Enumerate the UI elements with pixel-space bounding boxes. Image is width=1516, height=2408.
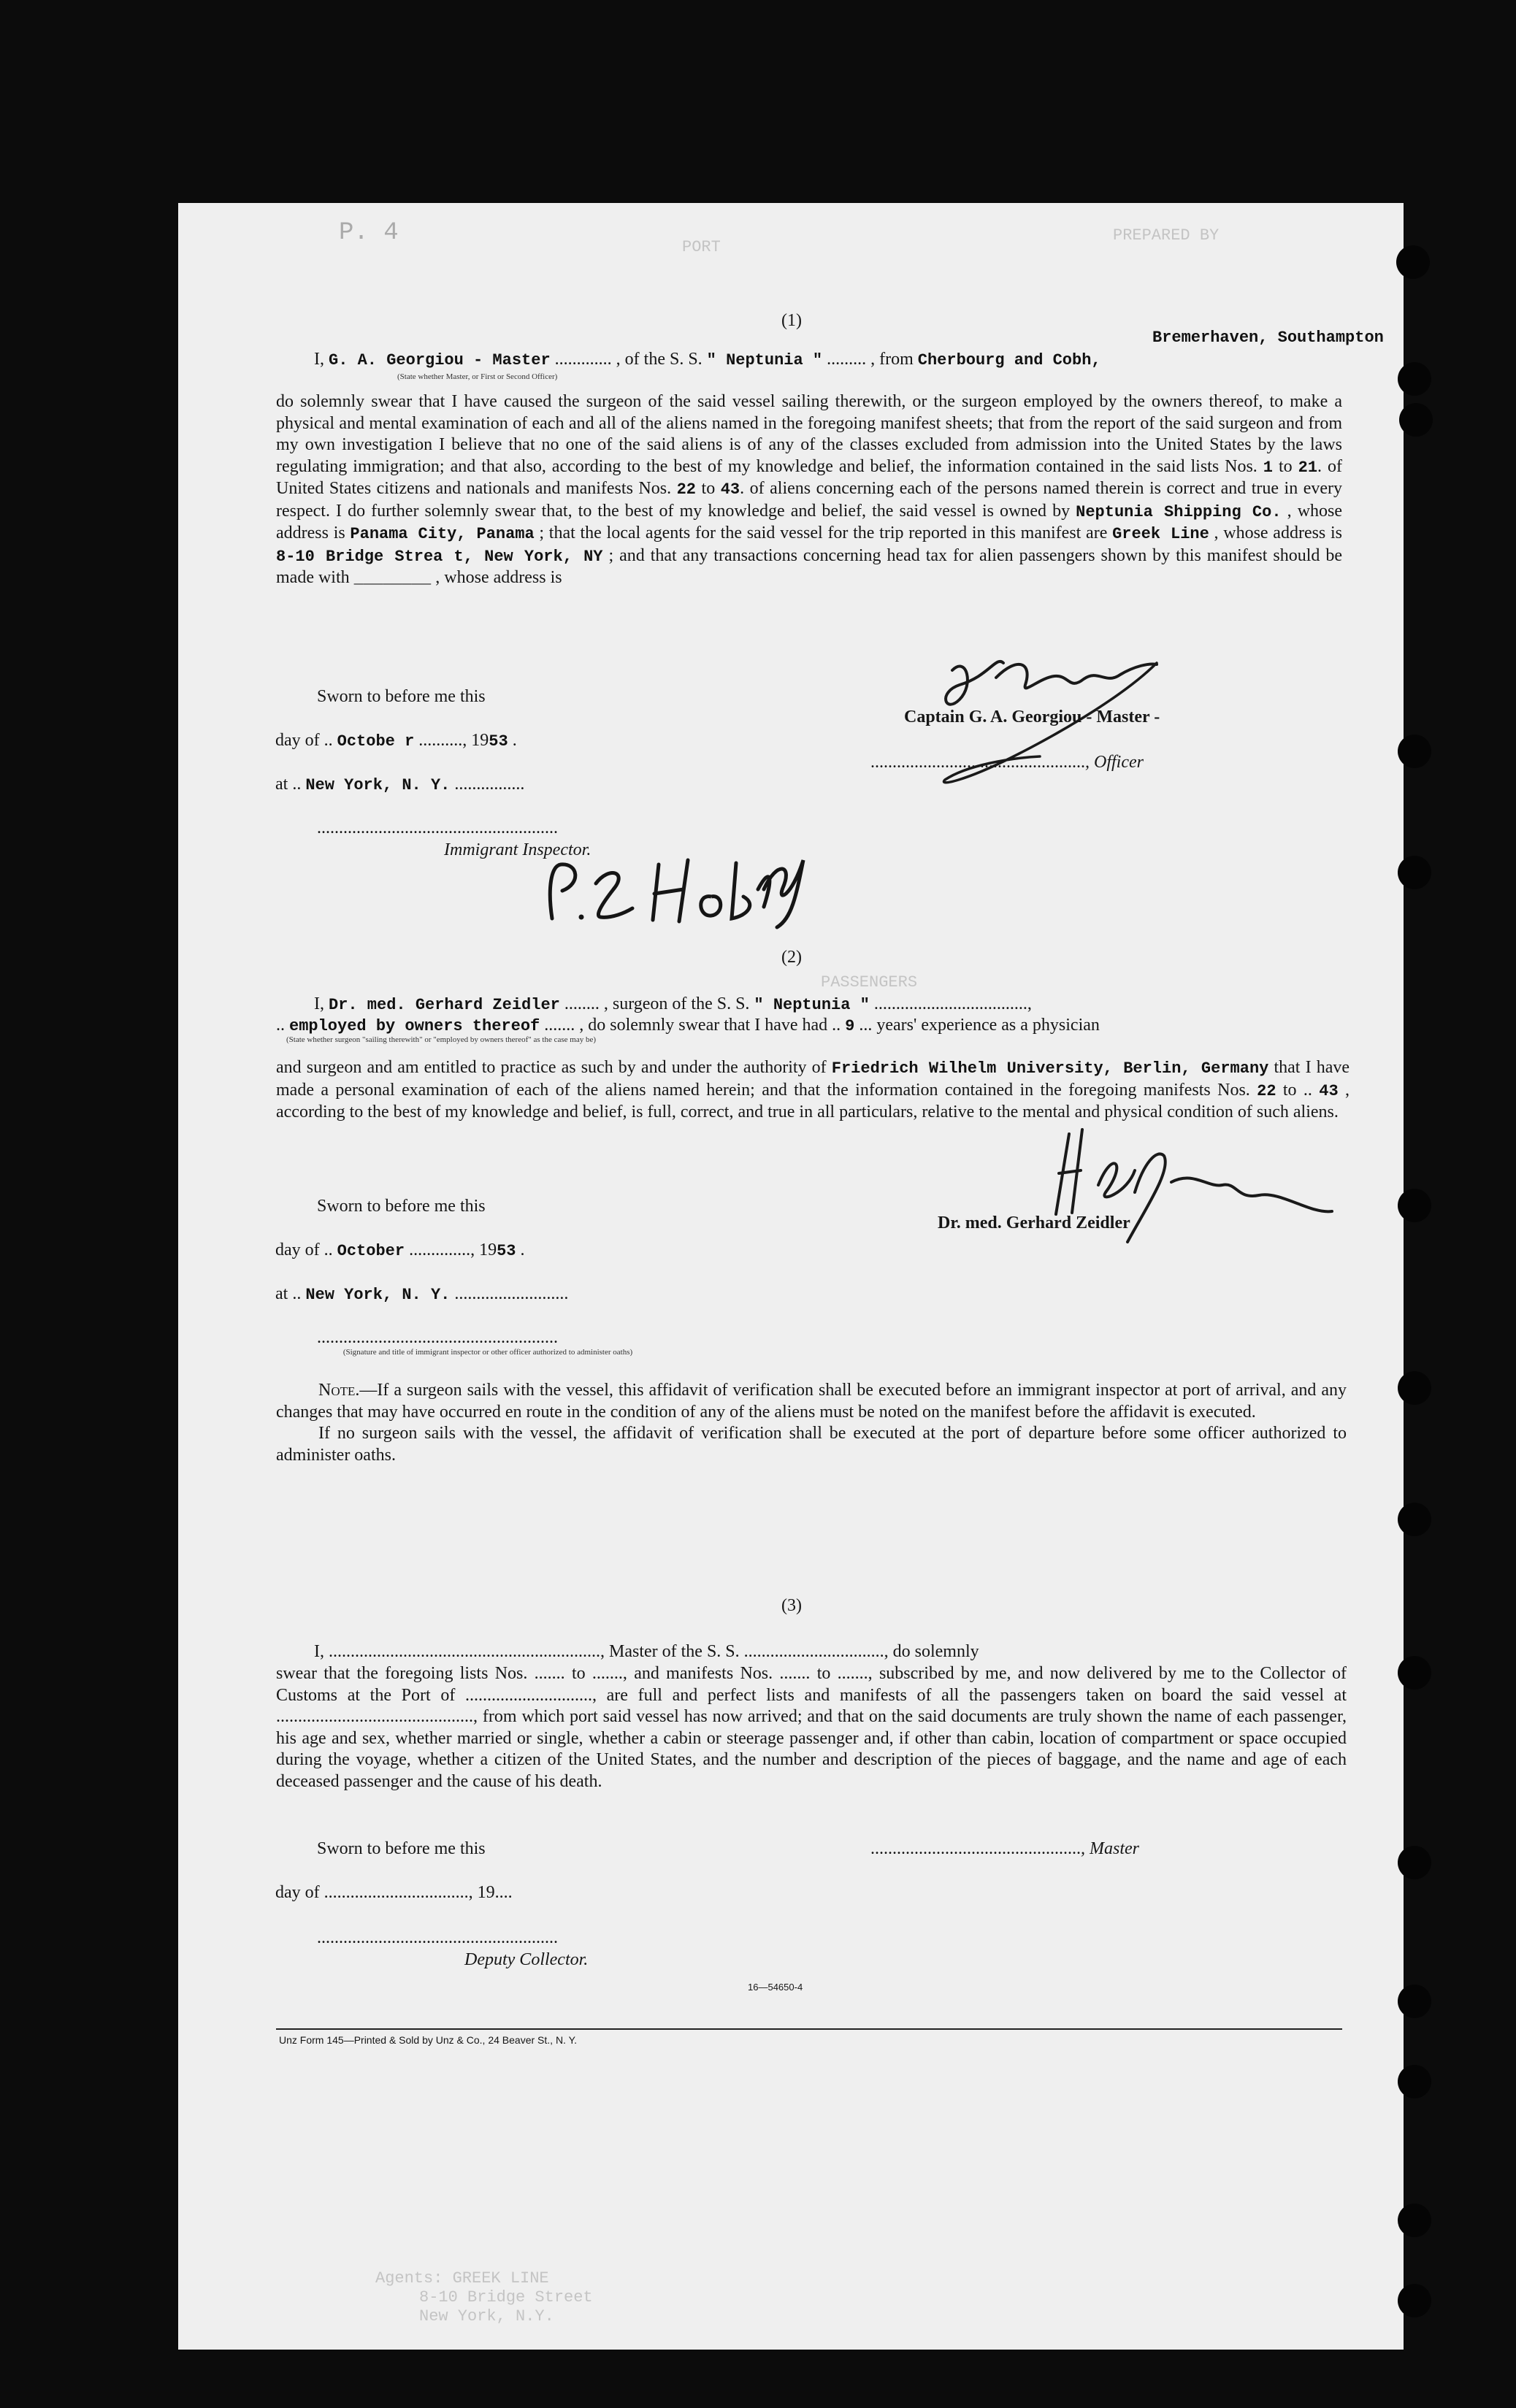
sworn-label-3: Sworn to before me this — [317, 1839, 486, 1858]
punch-hole — [1398, 1189, 1431, 1222]
punch-hole — [1398, 1656, 1431, 1690]
punch-hole — [1399, 403, 1433, 437]
signature-note-2: (Signature and title of immigrant inspector or other officer authorized to administer oaths) — [342, 1348, 633, 1357]
punch-hole — [1398, 1985, 1431, 2018]
punch-hole — [1398, 1371, 1431, 1405]
affidavit3-number: (3) — [781, 1596, 802, 1615]
inspector-handwriting — [536, 846, 813, 933]
inspector-label: Immigrant Inspector. — [444, 840, 592, 859]
ghost-page-mark: P. 4 — [339, 219, 399, 247]
manifests-to-2: 43 — [1319, 1081, 1339, 1100]
vessel-name: " Neptunia " — [706, 351, 823, 369]
affidavit1-number: (1) — [781, 311, 802, 330]
surgeon-name: Dr. med. Gerhard Zeidler — [329, 996, 560, 1014]
ghost-text: 8-10 Bridge Street — [419, 2288, 593, 2307]
punch-hole — [1398, 362, 1431, 396]
printer-imprint: Unz Form 145—Printed & Sold by Unz & Co., 24 Beaver St., N. Y. — [279, 2034, 578, 2046]
sworn-year-2: 53 — [497, 1242, 516, 1260]
signature-dots-2: ....................................................... — [317, 1328, 558, 1347]
document-page — [178, 203, 1404, 2350]
punch-hole — [1398, 1503, 1431, 1536]
vessel-name-2: " Neptunia " — [754, 996, 870, 1014]
place-line: at .. New York, N. Y. ................ — [275, 775, 525, 794]
affidavit2-number: (2) — [781, 948, 802, 967]
years-experience: 9 — [845, 1017, 855, 1035]
master-line-3: ................................................, Master — [870, 1839, 1139, 1858]
ports-top: Bremerhaven, Southampton — [1152, 329, 1384, 347]
affidavit3-body: swear that the foregoing lists Nos. ....... to ......., and manifests Nos. ....... to ......., subscribed by me, and now delivered by me to the Collector of Customs at the Port of ............................., are full and perfect lists and manifests of all the passengers taken on board the said vessel at ............................................., from which port said vessel has now arrived; and that on the said documents are truly shown the name of each passenger, his age and sex, whether married or single, whether a cabin or steerage passenger and, if other than cabin, location of compartment or space occupied during the voyage, whether a citizen of the United States, and the number and description of the pieces of baggage, and the name and age of each deceased passenger and the cause of his death. — [276, 1664, 1347, 1791]
affidavit1-body: do solemnly swear that I have caused the surgeon of the said vessel sailing therewith, or the surgeon employed by the owners thereof, to make a physical and mental examination of each and all of the aliens named in the foregoing manifest sheets; that from the report of the said surgeon and from my own investigation I believe that no one of the said aliens is of any of the classes excluded from admission into the United States by the laws regulating immigration; and that also, according to the best of my knowledge and belief, the information contained in the said lists Nos. 1 to 21. of United States citizens and nationals and manifests Nos. 22 to 43. of aliens concerning each of the persons named therein is correct and true in every respect. I do further solemnly swear that, to the best of my knowledge and belief, the said vessel is owned by Neptunia Shipping Co. , whose address is Panama City, Panama ; that the local agents for the said vessel for the trip reported in this manifest are Greek Line , whose address is 8-10 Bridge Strea t, New York, NY ; and that any transactions concerning head tax for alien passengers shown by this manifest should be made with ________ , whose address is — [276, 392, 1343, 588]
lists-to: 21 — [1298, 458, 1318, 477]
punch-hole — [1398, 2204, 1431, 2237]
manifests-from-2: 22 — [1257, 1081, 1276, 1100]
punch-hole — [1398, 735, 1431, 768]
headtax-with: ________ — [353, 570, 432, 588]
sworn-month-2: October — [337, 1242, 405, 1260]
affidavit2-line2: .. employed by owners thereof ....... , do solemnly swear that I have had .. 9 ... years' experience as a physician — [276, 1016, 1100, 1035]
note-block: Note.—If a surgeon sails with the vessel, this affidavit of verification shall be executed before an immigrant inspector at port of arrival, and any changes that may have occurred en route in the condition of any of the aliens must be noted on the manifest before the affidavit is executed. If no surgeon sails with the vessel, the affidavit of verification shall be executed at the port of departure before some officer authorized to administer oaths. — [276, 1381, 1347, 1465]
lists-from: 1 — [1263, 458, 1273, 477]
sworn-label: Sworn to before me this — [317, 687, 486, 706]
local-agents: Greek Line — [1112, 525, 1209, 543]
punch-hole — [1398, 1846, 1431, 1879]
collector-label: Deputy Collector. — [464, 1950, 589, 1969]
sworn-year: 53 — [489, 732, 508, 751]
ghost-text: Agents: GREEK LINE — [375, 2269, 549, 2288]
agents-address: 8-10 Bridge Strea t, New York, NY — [276, 547, 603, 566]
affidavit2-body: and surgeon and am entitled to practice as such by and under the authority of Friedrich Wilhelm University, Berlin, Germany that I have made a personal examination of each of the aliens named herein; and that the information contained in the foregoing manifests Nos. 22 to .. 43 , according to the best of my knowledge and belief, is full, correct, and true in all particulars, relative to the mental and physical condition of such aliens. — [276, 1058, 1350, 1121]
master-note: (State whether Master, or First or Second Officer) — [397, 372, 558, 381]
surgeon-signer: Dr. med. Gerhard Zeidler — [938, 1213, 1130, 1232]
captain-signer: Captain G. A. Georgiou - Master - — [904, 708, 1160, 726]
sworn-label-2: Sworn to before me this — [317, 1197, 486, 1216]
surgeon-employment: employed by owners thereof — [289, 1017, 540, 1035]
officer-line: ................................................., Officer — [870, 753, 1144, 772]
collector-dots: ....................................................... — [317, 1928, 558, 1947]
form-number: 16—54650-4 — [748, 1982, 803, 1993]
punch-hole — [1398, 2284, 1431, 2317]
date-line-3: day of ................................., 19.... — [275, 1883, 513, 1902]
sworn-place-2: New York, N. Y. — [305, 1286, 451, 1304]
punch-hole — [1396, 245, 1430, 279]
sworn-place: New York, N. Y. — [305, 776, 451, 794]
date-line-2: day of .. October .............., 1953 . — [275, 1241, 525, 1260]
affidavit2-line1: I, Dr. med. Gerhard Zeidler ........ , surgeon of the S. S. " Neptunia " ..................................., — [314, 994, 1032, 1014]
master-name: G. A. Georgiou - Master — [329, 351, 551, 369]
manifests-to: 43 — [720, 480, 740, 499]
ghost-text: New York, N.Y. — [419, 2307, 554, 2325]
owner-address: Panama City, Panama — [350, 525, 535, 543]
affidavit1-line1: I, G. A. Georgiou - Master ............. , of the S. S. " Neptunia " ......... , from Cherbourg and Cobh, — [314, 350, 1101, 369]
footer-rule — [276, 2028, 1342, 2030]
vessel-owner: Neptunia Shipping Co. — [1076, 502, 1282, 521]
employment-note: (State whether surgeon "sailing therewith" or "employed by owners thereof" as the case may be) — [286, 1035, 597, 1044]
manifests-from: 22 — [676, 480, 697, 499]
sworn-month: Octobe r — [337, 732, 415, 751]
departure-ports: Cherbourg and Cobh, — [917, 351, 1101, 369]
punch-hole — [1398, 2065, 1431, 2098]
inspector-dots: ....................................................... — [317, 818, 558, 837]
punch-hole — [1398, 856, 1431, 889]
date-line: day of .. Octobe r .........., 1953 . — [275, 731, 517, 751]
ghost-text: PORT — [682, 238, 721, 256]
surgeon-authority: Friedrich Wilhelm University, Berlin, Germany — [831, 1059, 1269, 1078]
ghost-text: PASSENGERS — [821, 973, 918, 992]
ghost-text: PREPARED BY — [1113, 226, 1220, 245]
affidavit3-line1: I, .............................................................., Master of the S. S. ................................, do solemnly — [314, 1642, 979, 1661]
place-line-2: at .. New York, N. Y. .......................... — [275, 1284, 569, 1304]
